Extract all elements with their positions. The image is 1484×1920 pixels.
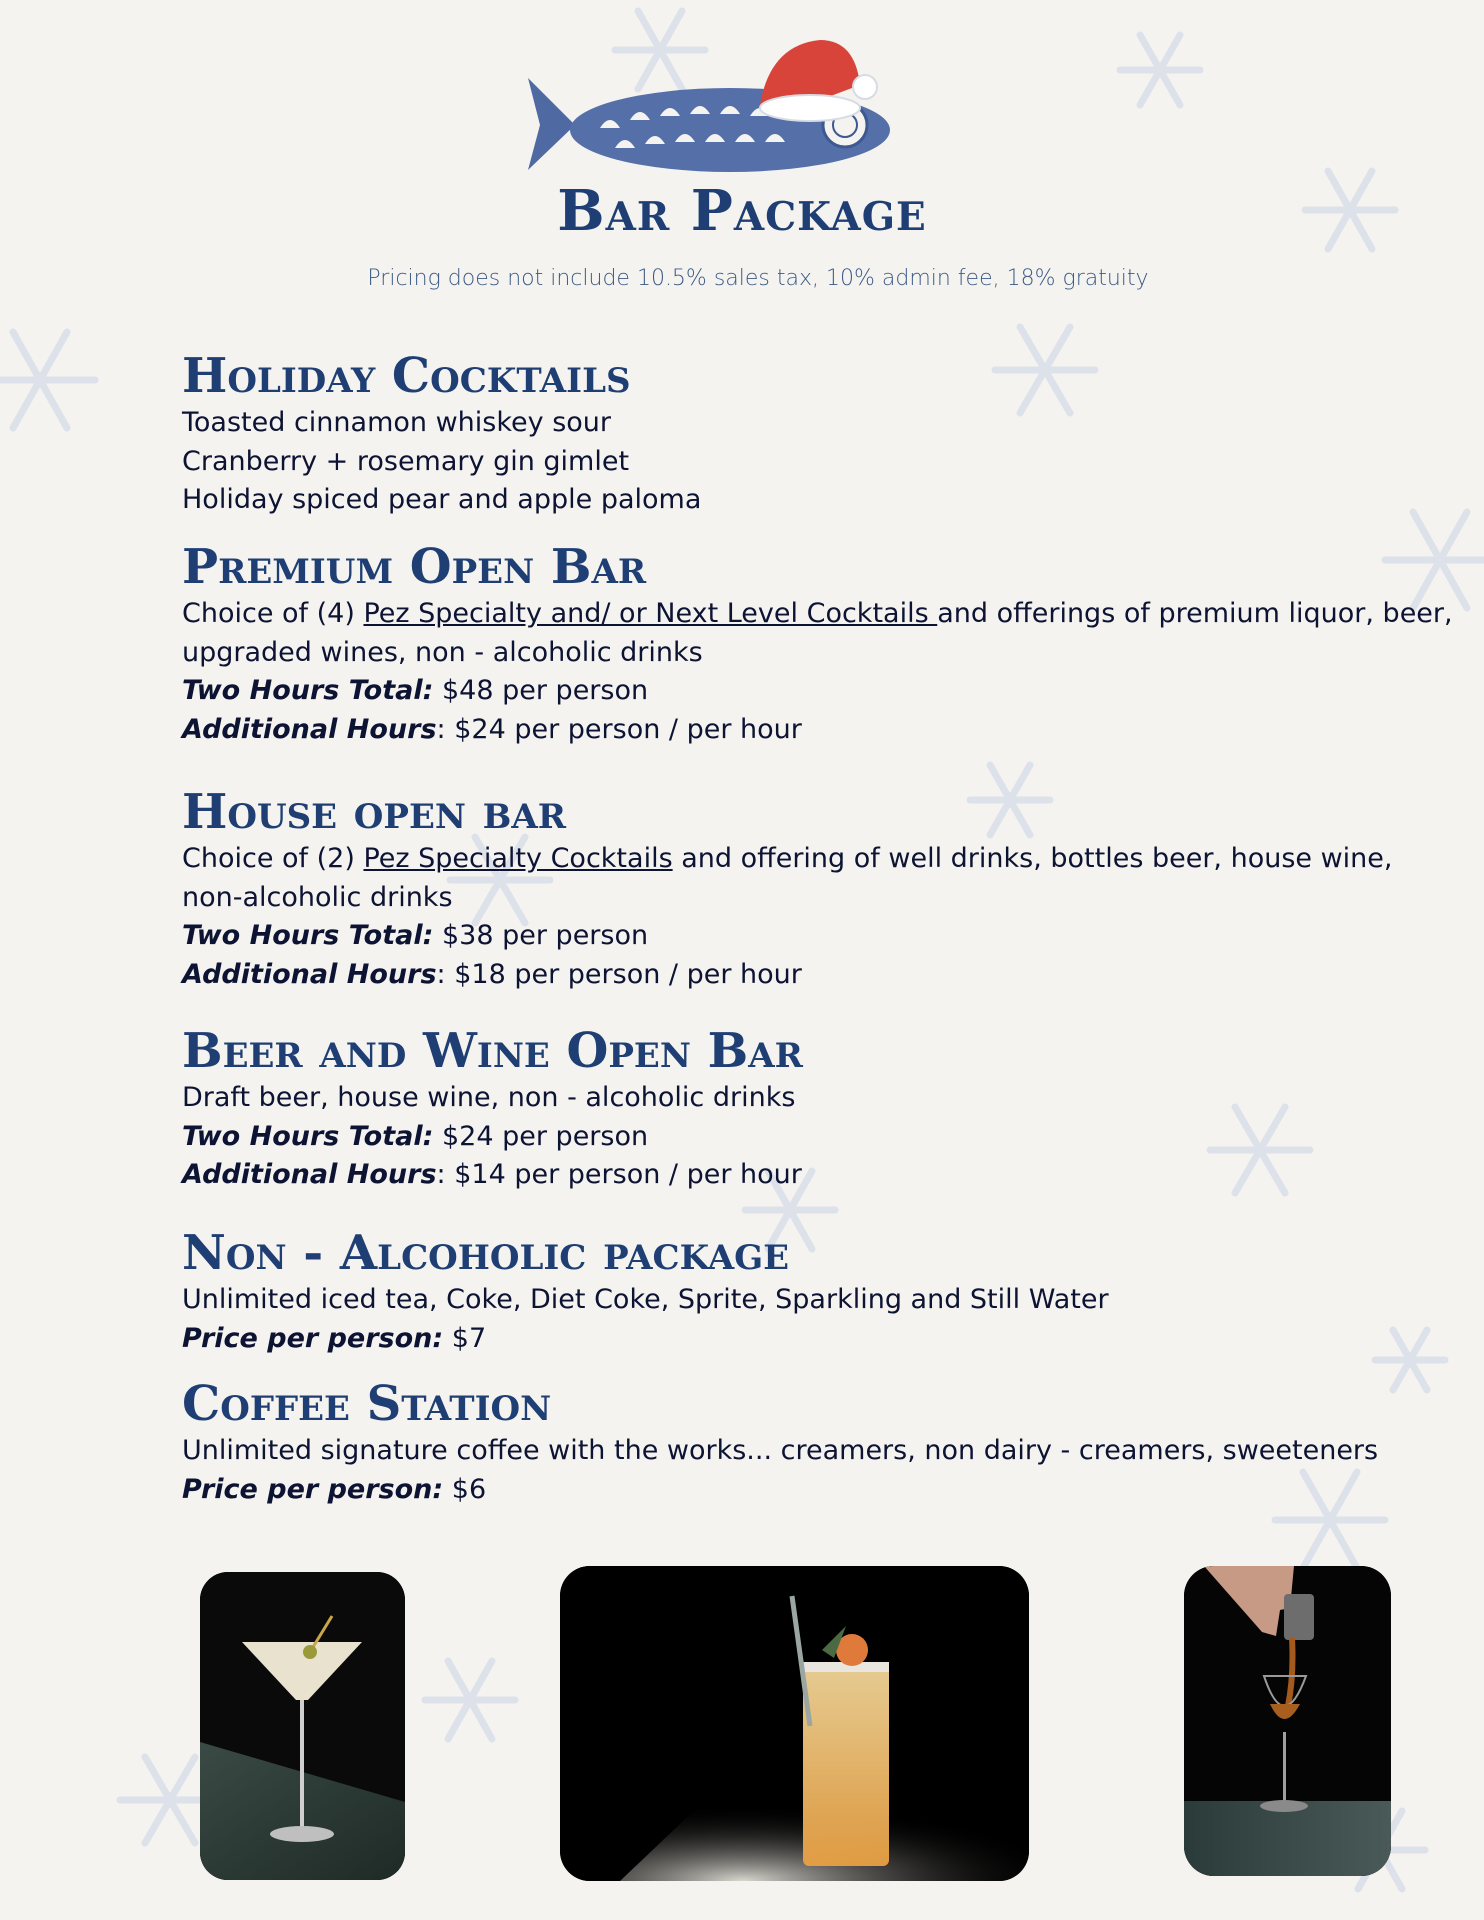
desc-text: and offerings of premium liquor, beer,	[937, 598, 1453, 629]
price-value: : $24 per person / per hour	[436, 713, 802, 745]
list-item: Toasted cinnamon whiskey sour	[182, 407, 611, 438]
section-title: House open bar	[182, 784, 567, 840]
section-house-open-bar	[182, 786, 1393, 994]
desc-text: Choice of (4)	[182, 598, 364, 629]
price-label: Two Hours Total:	[182, 920, 434, 951]
price-per-person	[182, 1471, 1378, 1510]
price-value: : $18 per person / per hour	[436, 958, 802, 990]
additional-hours-price	[182, 711, 1453, 750]
specialty-cocktails-link[interactable]: Pez Specialty Cocktails	[363, 843, 673, 874]
price-value: : $14 per person / per hour	[436, 1159, 802, 1190]
price-per-person	[182, 1320, 1109, 1359]
section-title: Beer and Wine Open Bar	[182, 1023, 803, 1079]
section-description: Draft beer, house wine, non - alcoholic drinks	[182, 1082, 796, 1113]
price-label: Additional Hours	[182, 713, 437, 745]
section-description-cont: upgraded wines, non - alcoholic drinks	[182, 636, 703, 668]
section-beer-wine-open-bar	[182, 1025, 803, 1195]
section-premium-open-bar	[182, 541, 1453, 749]
section-description: Unlimited signature coffee with the works... creamers, non dairy - creamers, sweeteners	[182, 1435, 1379, 1466]
specialty-cocktails-link[interactable]: Pez Specialty and/ or Next Level Cocktails	[363, 598, 938, 629]
section-title: Coffee Station	[182, 1376, 552, 1432]
section-description	[182, 595, 1453, 634]
fish-santa-hat-logo	[520, 30, 910, 190]
highball-cocktail-photo	[560, 1566, 1029, 1881]
price-label: Two Hours Total:	[182, 1120, 434, 1152]
desc-text: and offering of well drinks, bottles beer, house wine,	[672, 843, 1393, 874]
page-title: Bar Package	[557, 178, 927, 244]
price-value: $7	[443, 1322, 487, 1354]
price-label: Additional Hours	[182, 1159, 437, 1190]
section-holiday-cocktails	[182, 350, 701, 520]
pouring-wine-photo	[1184, 1566, 1391, 1876]
section-title: Holiday Cocktails	[182, 348, 631, 404]
price-label: Price per person:	[182, 1473, 444, 1505]
price-label: Additional Hours	[182, 958, 437, 990]
section-title: Non - Alcoholic package	[182, 1225, 790, 1281]
price-value: $48 per person	[433, 675, 649, 706]
price-value: $24 per person	[433, 1120, 649, 1152]
price-value: $6	[443, 1473, 487, 1505]
price-label: Two Hours Total:	[182, 675, 434, 706]
two-hours-price	[182, 672, 1453, 711]
martini-photo	[200, 1572, 405, 1880]
two-hours-price	[182, 1118, 803, 1157]
additional-hours-price	[182, 956, 1393, 995]
list-item: Cranberry + rosemary gin gimlet	[182, 445, 630, 477]
additional-hours-price	[182, 1156, 803, 1195]
price-label: Price per person:	[182, 1322, 444, 1354]
section-description-cont: non-alcoholic drinks	[182, 881, 453, 913]
section-description	[182, 840, 1393, 879]
section-non-alcoholic	[182, 1227, 1109, 1358]
price-value: $38 per person	[433, 920, 649, 951]
section-title: Premium Open Bar	[182, 539, 647, 595]
list-item: Holiday spiced pear and apple paloma	[182, 484, 702, 515]
two-hours-price	[182, 917, 1393, 956]
desc-text: Choice of (2)	[182, 843, 364, 874]
section-coffee-station	[182, 1378, 1378, 1509]
pricing-note: Pricing does not include 10.5% sales tax, 10% admin fee, 18% gratuity	[367, 266, 1149, 291]
section-description: Unlimited iced tea, Coke, Diet Coke, Sprite, Sparkling and Still Water	[182, 1284, 1109, 1315]
